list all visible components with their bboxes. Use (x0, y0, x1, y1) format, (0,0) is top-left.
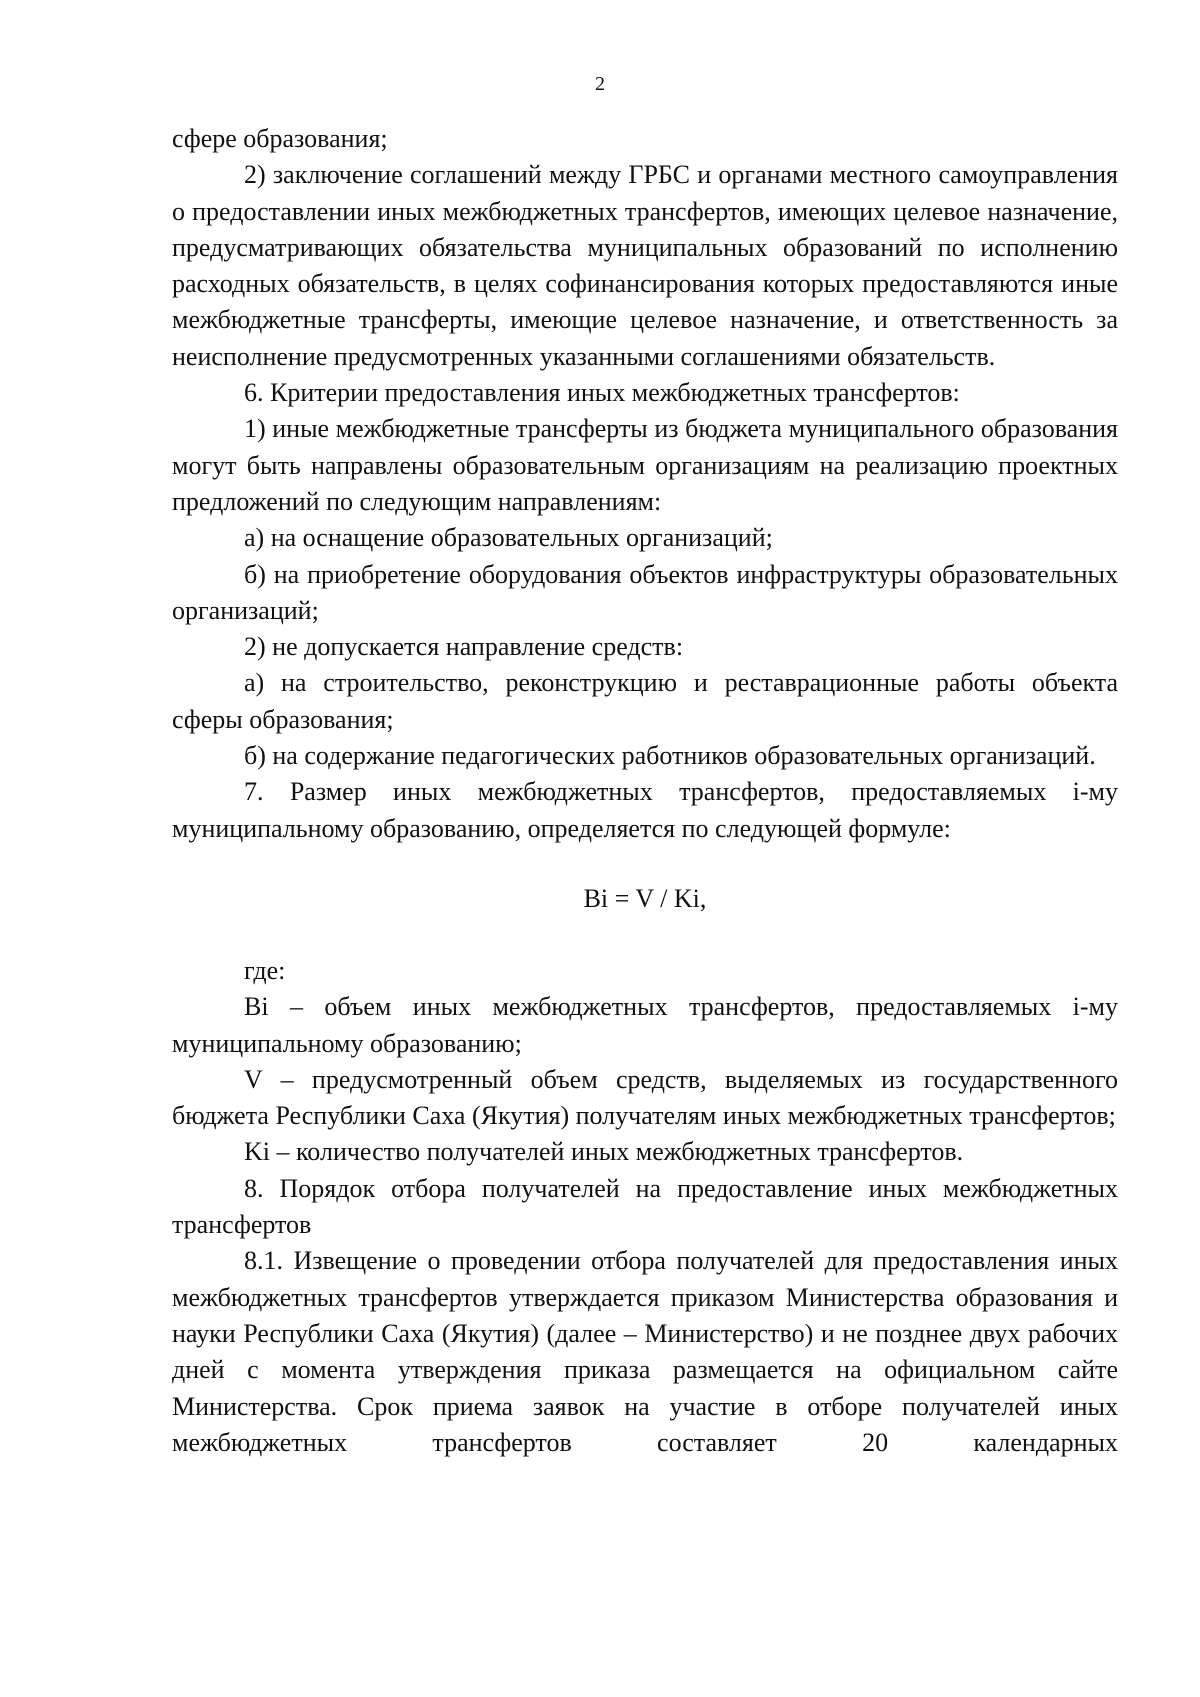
definition-item: Bi – объем иных межбюджетных трансфертов, предоставляемых i-му муниципальному образованию; (172, 992, 1118, 1058)
paragraph: где: (244, 955, 286, 985)
list-item: б) на приобретение оборудования объектов инфраструктуры образовательных организаций; (172, 559, 1118, 625)
paragraph: сфере образования; (172, 124, 388, 153)
definition-item: Ki – количество получателей иных межбюджетных трансфертов. (244, 1137, 964, 1167)
paragraph: 1) иные межбюджетные трансферты из бюджета муниципального образования могут быть направлены образовательным организациям на реализацию проектных предложений по следующим направлениям: (172, 414, 1118, 516)
paragraph: 2) не допускается направление средств: (244, 632, 684, 662)
section-heading: 8. Порядок отбора получателей на предоставление иных межбюджетных трансфертов (172, 1173, 1118, 1240)
list-item: а) на оснащение образовательных организаций; (244, 523, 773, 553)
page-number: 2 (595, 73, 605, 95)
section-heading: 6. Критерии предоставления иных межбюджетных трансфертов: (244, 378, 960, 408)
section-heading: 7. Размер иных межбюджетных трансфертов, предоставляемых i-му муниципальному образованию, определяется по следующей формуле: (172, 777, 1118, 843)
formula: Bi = V / Ki, (583, 883, 707, 913)
list-item: б) на содержание педагогических работников образовательных организаций. (244, 741, 1096, 771)
paragraph: 8.1. Извещение о проведении отбора получателей для предоставления иных межбюджетных трансфертов утверждается приказом Министерства образования и науки Республики Саха (Якутия) (далее – Министерство) и не позднее двух рабочих дней с момента утверждения приказа размещается на официальном сайте Министерства. Срок приема заявок на участие в отборе получателей иных межбюджетных трансфертов составляет 20 календарных (172, 1246, 1118, 1457)
document-body (172, 121, 1118, 1461)
definition-item: V – предусмотренный объем средств, выделяемых из государственного бюджета Республики Саха (Якутия) получателям иных межбюджетных трансфертов; (172, 1064, 1118, 1131)
paragraph: 2) заключение соглашений между ГРБС и органами местного самоуправления о предоставлении иных межбюджетных трансфертов, имеющих целевое назначение, предусматривающих обязательства муниципальных образований по исполнению расходных обязательств, в целях софинансирования которых предоставляются иные межбюджетные трансферты, имеющие целевое назначение, и ответственность за неисполнение предусмотренных указанными соглашениями обязательств. (172, 160, 1118, 371)
list-item: а) на строительство, реконструкцию и реставрационные работы объекта сферы образования; (172, 668, 1118, 734)
